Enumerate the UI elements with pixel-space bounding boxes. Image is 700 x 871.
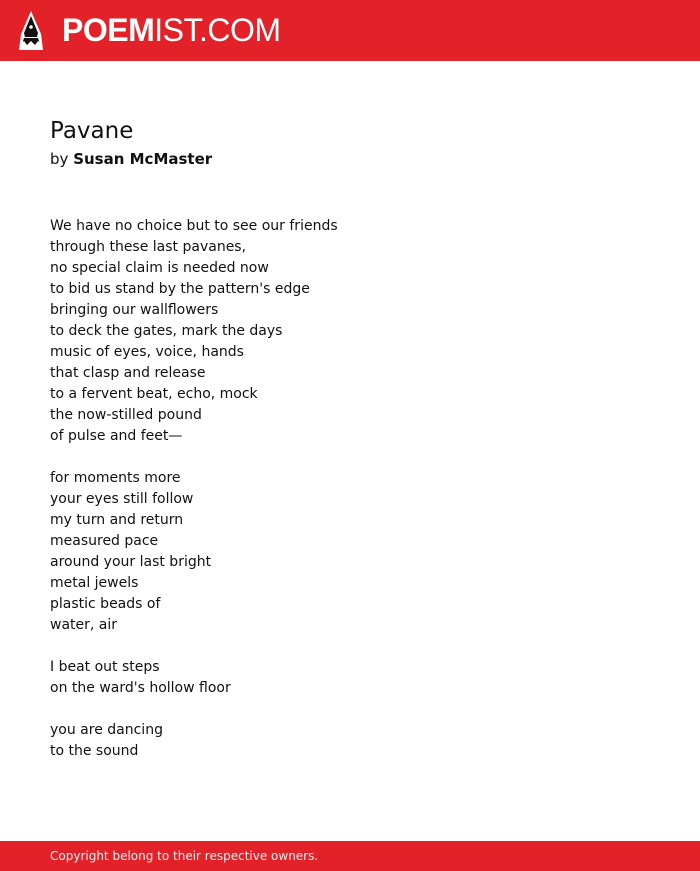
site-logo[interactable] bbox=[62, 12, 281, 48]
poem-title: Pavane bbox=[50, 118, 134, 144]
poem-line: to the sound bbox=[50, 743, 139, 759]
by-label: by bbox=[50, 150, 69, 168]
poem-author: Susan McMaster bbox=[73, 150, 213, 168]
poem-line: the now-stilled pound bbox=[50, 407, 202, 423]
poem-line: your eyes still follow bbox=[50, 491, 194, 507]
poem-content bbox=[50, 116, 650, 783]
logo-bold-text: POEM bbox=[62, 12, 155, 48]
poem-line: to bid us stand by the pattern's edge bbox=[50, 281, 310, 297]
site-header bbox=[0, 0, 700, 61]
poem-line: that clasp and release bbox=[50, 365, 206, 381]
poem-line: on the ward's hollow floor bbox=[50, 680, 231, 696]
poem-line: through these last pavanes, bbox=[50, 239, 247, 255]
poem-line: to a fervent beat, echo, mock bbox=[50, 386, 258, 402]
poem-line: you are dancing bbox=[50, 722, 163, 738]
stanza-3 bbox=[50, 657, 650, 699]
stanza-2 bbox=[50, 468, 650, 636]
logo-light-text: IST.COM bbox=[154, 12, 281, 48]
copyright-text: Copyright belong to their respective owners. bbox=[50, 849, 319, 863]
poem-line: I beat out steps bbox=[50, 659, 160, 675]
stanza-1 bbox=[50, 216, 650, 447]
poem-line: water, air bbox=[50, 617, 118, 633]
poem-line: my turn and return bbox=[50, 512, 184, 528]
poem-line: no special claim is needed now bbox=[50, 260, 269, 276]
poem-line: plastic beads of bbox=[50, 596, 161, 612]
poem-line: metal jewels bbox=[50, 575, 139, 591]
poem-line: to deck the gates, mark the days bbox=[50, 323, 283, 339]
poem-line: measured pace bbox=[50, 533, 159, 549]
stanza-4 bbox=[50, 720, 650, 762]
poem-line: bringing our wallflowers bbox=[50, 302, 219, 318]
poem-line: We have no choice but to see our friends bbox=[50, 218, 338, 234]
poem-line: around your last bright bbox=[50, 554, 212, 570]
site-footer bbox=[0, 841, 700, 871]
poem-line: music of eyes, voice, hands bbox=[50, 344, 244, 360]
poem-line: of pulse and feet— bbox=[50, 428, 183, 444]
poem-line: for moments more bbox=[50, 470, 181, 486]
poem-body bbox=[50, 216, 650, 762]
poem-byline bbox=[50, 147, 650, 171]
pen-nib-icon bbox=[18, 10, 44, 51]
